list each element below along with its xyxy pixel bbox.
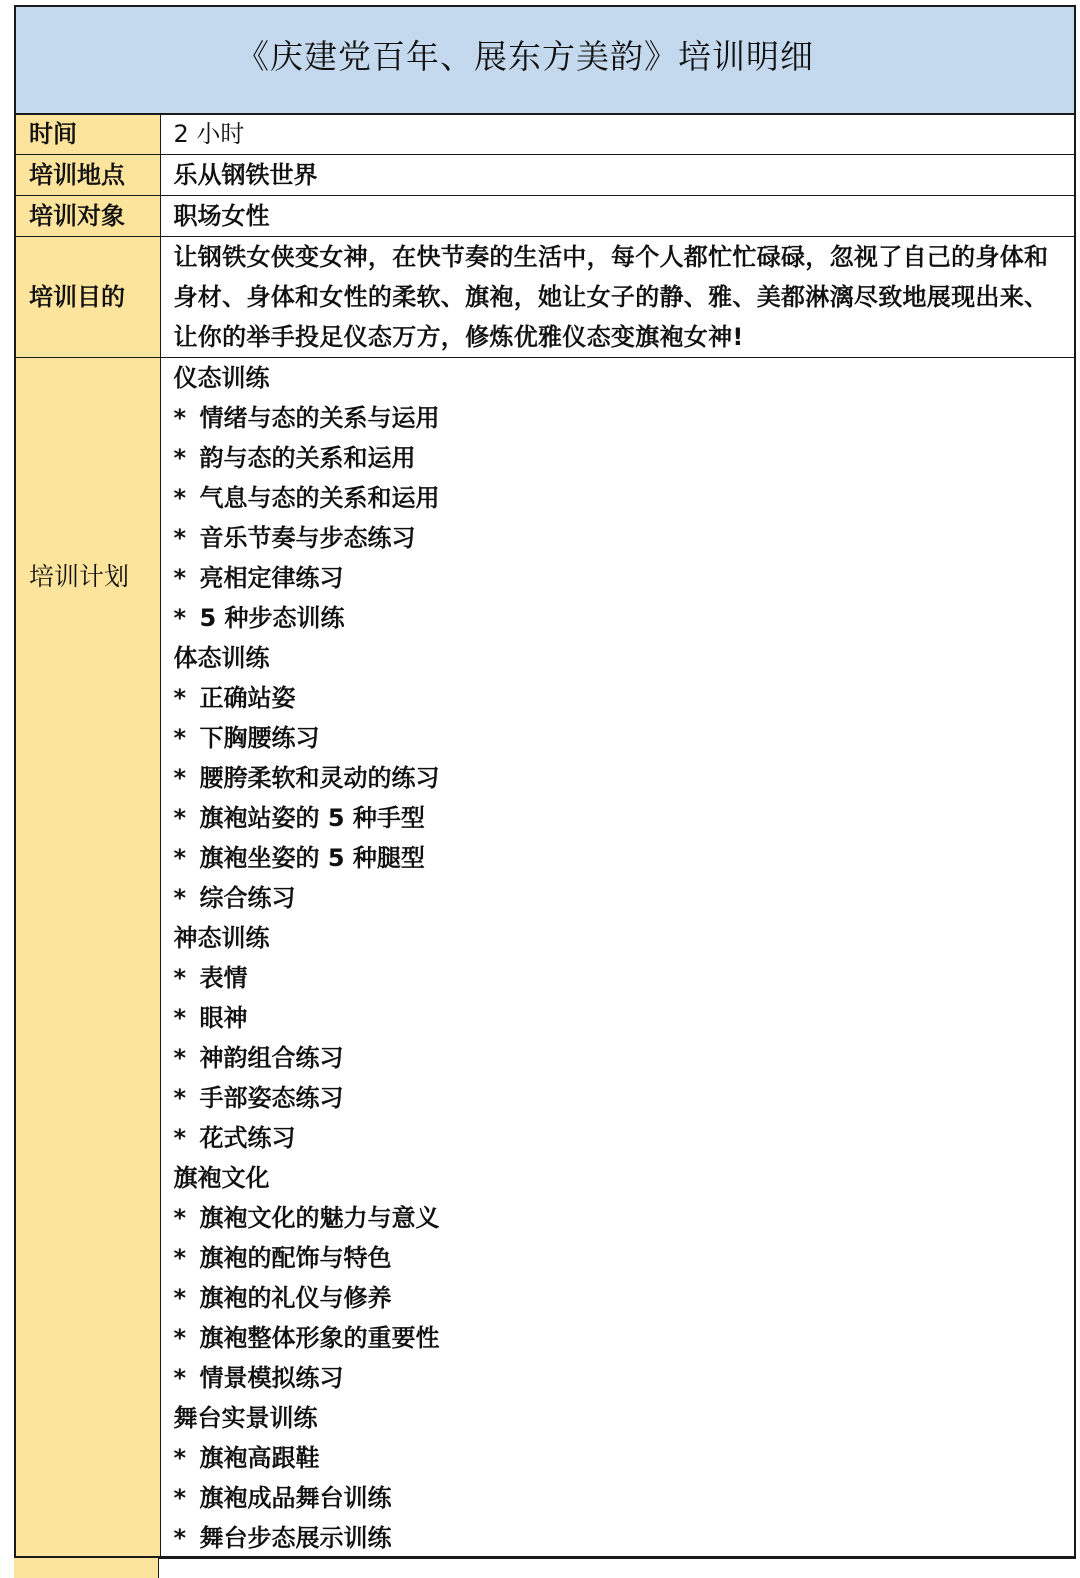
row-audience — [16, 195, 1074, 236]
plan-item-text: 正确站姿 — [199, 683, 296, 712]
plan-list — [161, 358, 1075, 1558]
plan-item — [174, 838, 1075, 878]
plan-section-heading: 体态训练 — [173, 643, 270, 672]
bullet-star: * — [173, 1523, 187, 1552]
plan-item — [174, 1358, 1075, 1398]
plan-item — [174, 1318, 1075, 1358]
plan-item — [174, 798, 1075, 838]
bullet-star: * — [173, 963, 187, 992]
plan-item-text: 韵与态的关系和运用 — [199, 443, 416, 472]
plan-item-text: 旗袍整体形象的重要性 — [199, 1323, 440, 1352]
bullet-star: * — [173, 683, 187, 712]
plan-item — [174, 1518, 1075, 1558]
plan-item-text: 旗袍站姿的 5 种手型 — [199, 803, 425, 832]
plan-item — [174, 1478, 1075, 1518]
plan-item-text: 情绪与态的关系与运用 — [199, 403, 440, 432]
title-row — [16, 7, 1074, 115]
plan-item-text: 亮相定律练习 — [199, 563, 344, 592]
plan-item — [174, 1198, 1075, 1238]
plan-item-text: 手部姿态练习 — [199, 1083, 344, 1112]
plan-item — [174, 1038, 1075, 1078]
plan-item — [174, 1078, 1075, 1118]
plan-item-text: 腰胯柔软和灵动的练习 — [199, 763, 440, 792]
training-sheet — [14, 5, 1076, 1559]
bullet-star: * — [173, 1283, 187, 1312]
next-row-partial — [14, 1556, 1076, 1578]
plan-item — [174, 878, 1075, 918]
plan-item — [174, 958, 1075, 998]
plan-item — [174, 718, 1075, 758]
plan-section-heading: 旗袍文化 — [173, 1163, 270, 1192]
value-purpose: 让钢铁女侠变女神，在快节奏的生活中，每个人都忙忙碌碌，忽视了自己的身体和身材、身体和女性的柔软、旗袍，她让女子的静、雅、美都淋漓尽致地展现出来、让你的举手投足仪态万方，修炼优雅仪态变旗袍女神! — [173, 242, 1049, 351]
next-row-value-cell — [159, 1558, 1076, 1578]
label-audience: 培训对象 — [16, 195, 160, 236]
plan-item-text: 下胸腰练习 — [199, 723, 320, 752]
value-plan-cell — [160, 357, 1074, 1558]
plan-item-text: 舞台步态展示训练 — [199, 1523, 392, 1552]
plan-item — [174, 998, 1075, 1038]
bullet-star: * — [173, 1363, 187, 1392]
plan-item — [174, 1118, 1075, 1158]
plan-section-heading: 神态训练 — [173, 923, 270, 952]
bullet-star: * — [173, 1203, 187, 1232]
bullet-star: * — [173, 403, 187, 432]
bullet-star: * — [173, 1443, 187, 1472]
bullet-star: * — [173, 1043, 187, 1072]
plan-item-text: 旗袍文化的魅力与意义 — [199, 1203, 440, 1232]
plan-item-text: 眼神 — [199, 1003, 248, 1032]
plan-item — [174, 1438, 1075, 1478]
label-purpose: 培训目的 — [16, 236, 160, 357]
plan-item — [174, 398, 1075, 438]
value-purpose-cell — [160, 236, 1074, 357]
bullet-star: * — [173, 763, 187, 792]
bullet-star: * — [173, 1083, 187, 1112]
plan-item — [174, 1238, 1075, 1278]
sheet-title: 《庆建党百年、展东方美韵》培训明细 — [236, 37, 814, 76]
plan-item — [174, 478, 1075, 518]
row-time — [16, 115, 1074, 154]
value-location: 乐从钢铁世界 — [160, 154, 1074, 195]
plan-item — [174, 598, 1075, 638]
next-row-label-cell — [14, 1558, 159, 1578]
row-plan — [16, 357, 1074, 1558]
bullet-star: * — [173, 843, 187, 872]
plan-item-text: 气息与态的关系和运用 — [199, 483, 440, 512]
value-time: 2 小时 — [160, 115, 1074, 154]
bullet-star: * — [173, 523, 187, 552]
bullet-star: * — [173, 883, 187, 912]
plan-item-text: 音乐节奏与步态练习 — [199, 523, 416, 552]
bullet-star: * — [173, 483, 187, 512]
row-purpose — [16, 236, 1074, 357]
bullet-star: * — [173, 803, 187, 832]
bullet-star: * — [173, 723, 187, 752]
plan-item-text: 旗袍的配饰与特色 — [199, 1243, 392, 1272]
plan-item-text: 5 种步态训练 — [199, 603, 345, 632]
plan-item-text: 旗袍坐姿的 5 种腿型 — [199, 843, 425, 872]
bullet-star: * — [173, 443, 187, 472]
bullet-star: * — [173, 1483, 187, 1512]
plan-section-heading: 舞台实景训练 — [173, 1403, 318, 1432]
label-time: 时间 — [16, 115, 160, 154]
bullet-star: * — [173, 1003, 187, 1032]
plan-item — [174, 518, 1075, 558]
plan-item — [174, 438, 1075, 478]
row-location — [16, 154, 1074, 195]
plan-item-text: 旗袍高跟鞋 — [199, 1443, 320, 1472]
label-plan: 培训计划 — [16, 357, 160, 1558]
bullet-star: * — [173, 1323, 187, 1352]
details-table — [16, 115, 1074, 1559]
bullet-star: * — [173, 1243, 187, 1272]
plan-item-text: 综合练习 — [199, 883, 296, 912]
plan-item-text: 神韵组合练习 — [199, 1043, 344, 1072]
bullet-star: * — [173, 1123, 187, 1152]
bullet-star: * — [173, 563, 187, 592]
plan-item-text: 表情 — [199, 963, 248, 992]
label-location: 培训地点 — [16, 154, 160, 195]
value-audience: 职场女性 — [160, 195, 1074, 236]
plan-item — [174, 558, 1075, 598]
plan-item — [174, 678, 1075, 718]
plan-section-heading: 仪态训练 — [173, 363, 270, 392]
plan-item — [174, 758, 1075, 798]
plan-item-text: 旗袍的礼仪与修养 — [199, 1283, 392, 1312]
plan-item-text: 旗袍成品舞台训练 — [199, 1483, 392, 1512]
plan-item-text: 情景模拟练习 — [199, 1363, 344, 1392]
plan-item — [174, 1278, 1075, 1318]
bullet-star: * — [173, 603, 187, 632]
plan-item-text: 花式练习 — [199, 1123, 296, 1152]
